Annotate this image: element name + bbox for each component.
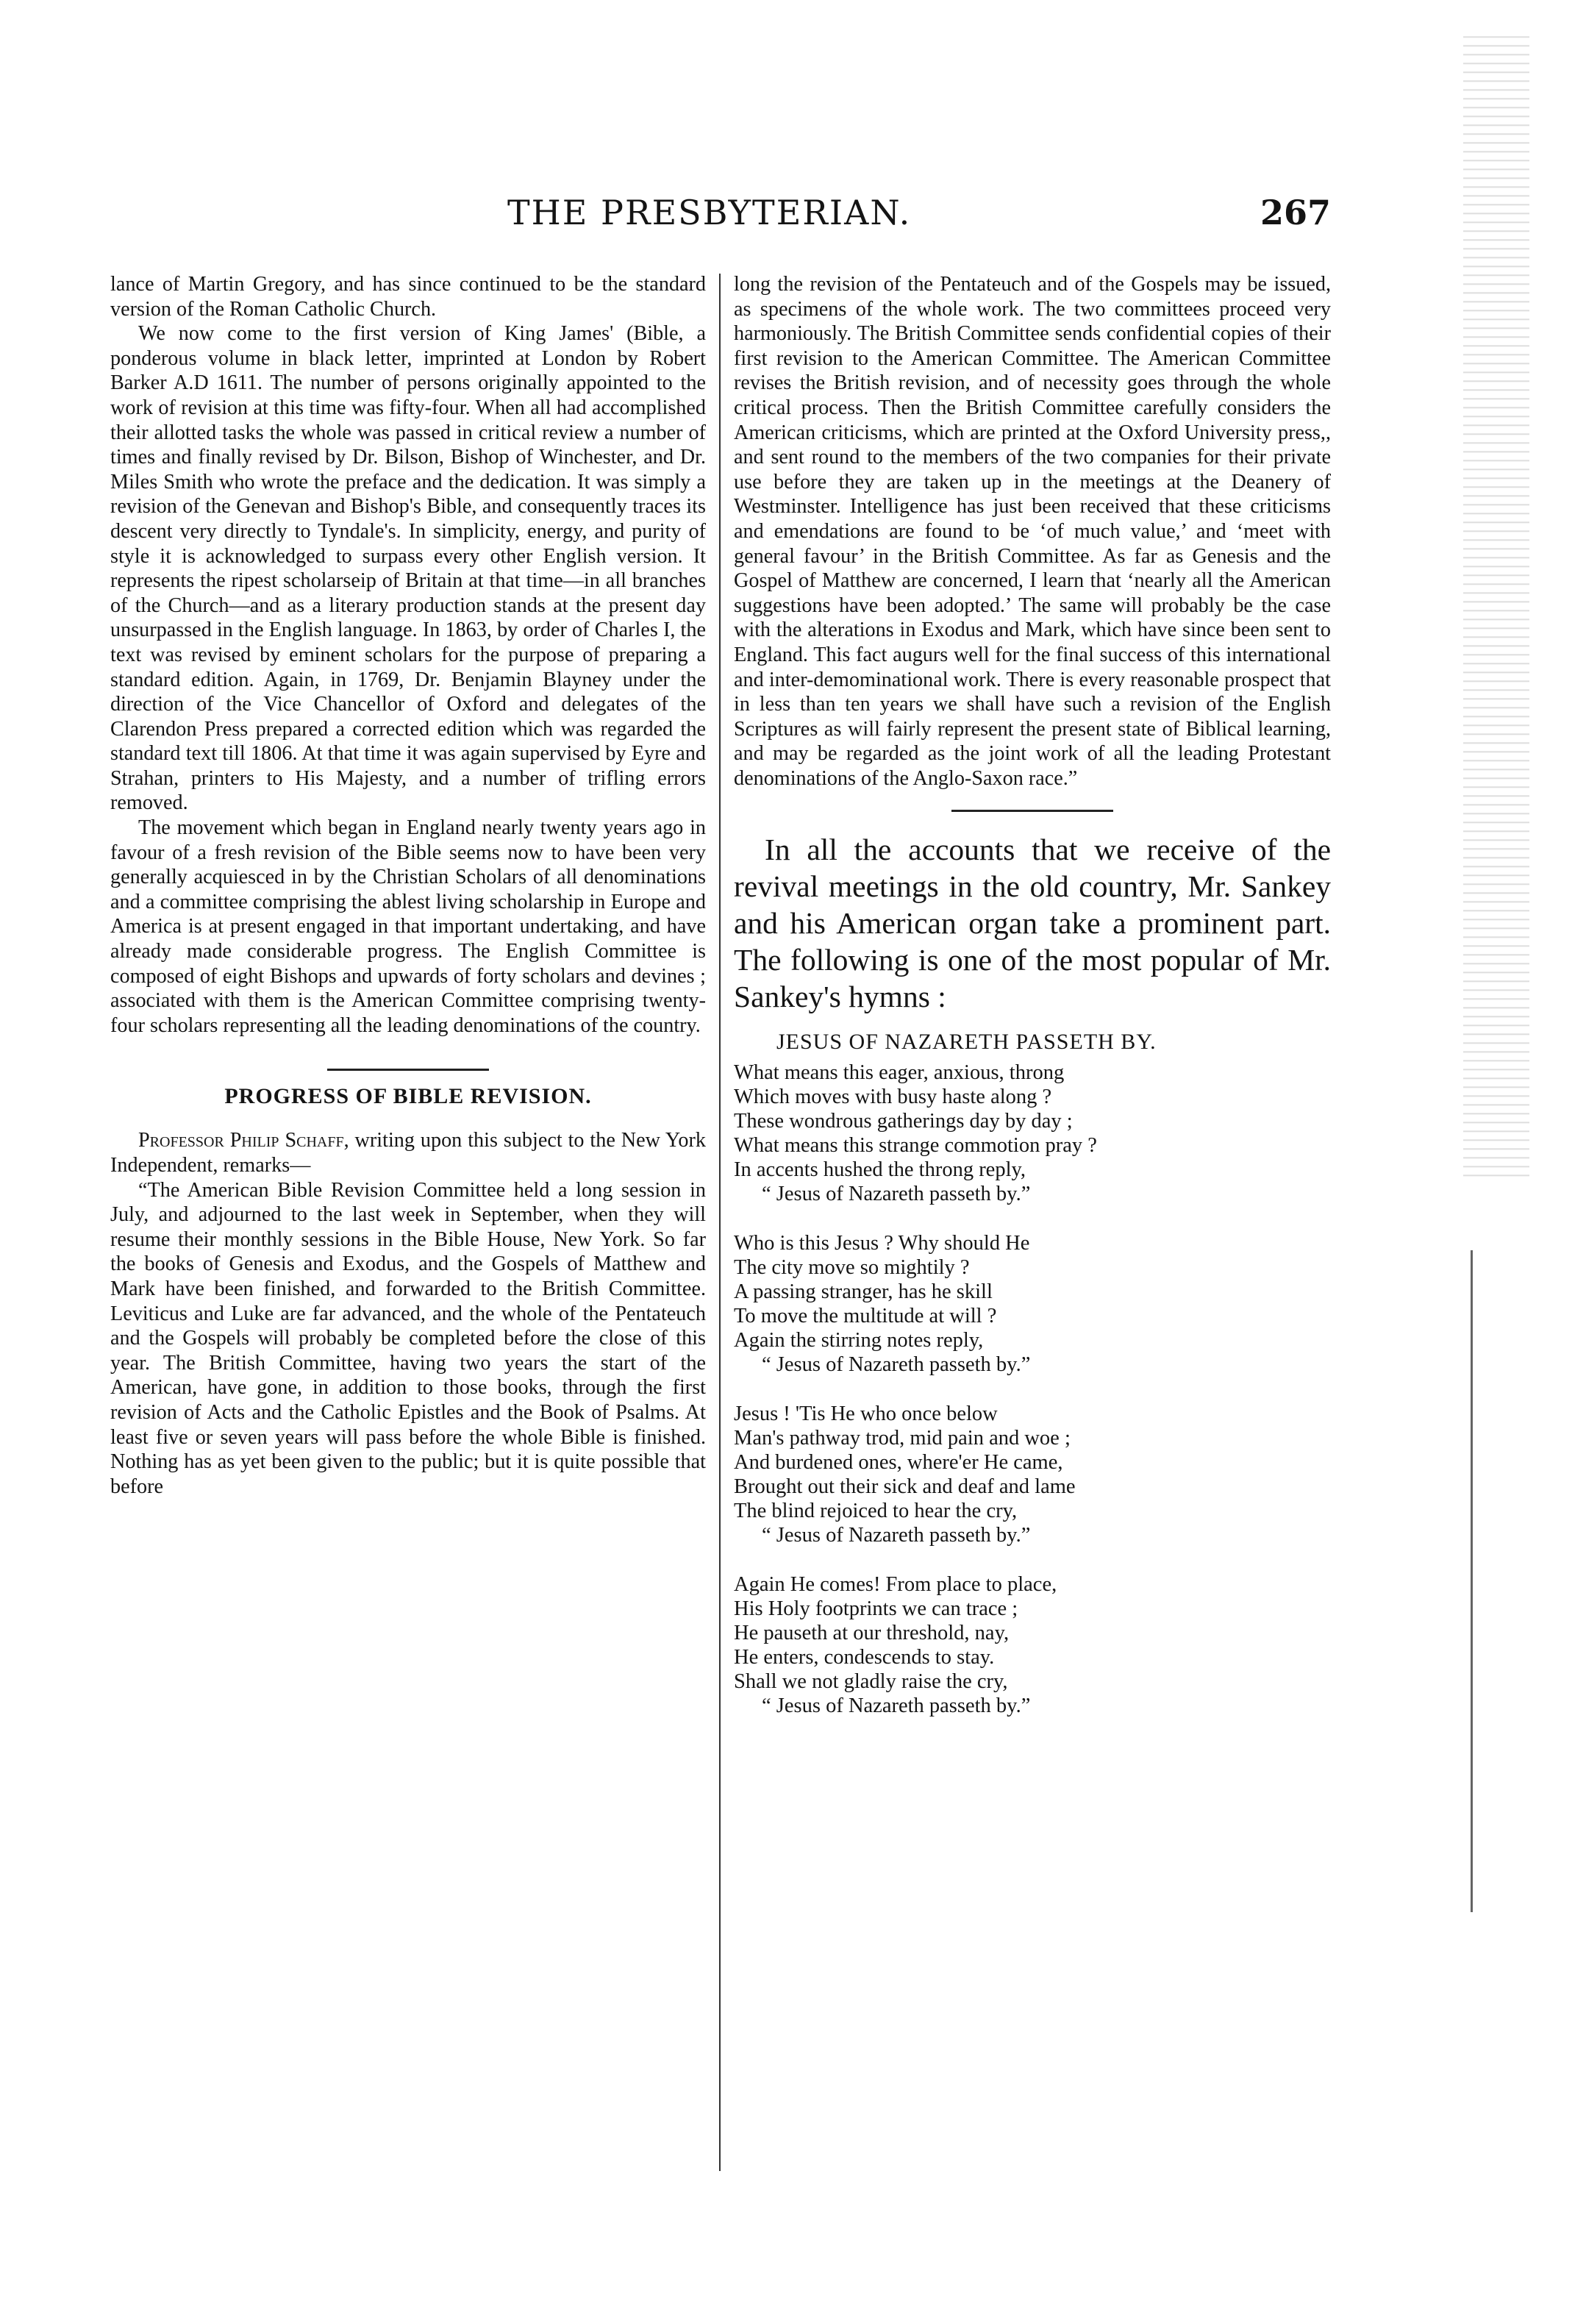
hymn-stanza: [734, 1061, 1331, 1206]
hymn-refrain: “ Jesus of Nazareth passeth by.”: [762, 1694, 1031, 1718]
hymn-line: These wondrous gatherings day by day ;: [734, 1110, 1073, 1133]
section-divider: [327, 1069, 489, 1071]
hymn: [734, 1061, 1331, 1718]
hymn-refrain: “ Jesus of Nazareth passeth by.”: [762, 1353, 1031, 1377]
hymn-title: JESUS OF NAZARETH PASSETH BY.: [776, 1030, 1157, 1055]
hymn-line: His Holy footprints we can trace ;: [734, 1597, 1018, 1621]
hymn-line: Brought out their sick and deaf and lame: [734, 1475, 1076, 1499]
hymn-line: To move the multitude at will ?: [734, 1305, 997, 1328]
hymn-stanza: [734, 1402, 1331, 1547]
paragraph: lance of Martin Gregory, and has since continued to be the standard version of the Roman Catholic Church.: [110, 273, 706, 321]
quoted-paragraph: “The American Bible Revision Committee held a long session in July, and adjourned to the last week in September, when they will resume their monthly sessions in the Bible House, New York. So far the books of Genesis and Exodus, and the Gospels of Matthew and Mark have been finished, and forwarded to the British Committee. Leviticus and Luke are far advanced, and the whole of the Pentateuch and the Gospels will probably be completed before the close of this year. The British Committee, having two years the start of the American, have gone, in addition to those books, through the first revision of Acts and the Catholic Epistles and the Book of Psalms. At least five or seven years will pass before the whole Bible is finished. Nothing has as yet been given to the public; but it is quite possible that before: [110, 1178, 706, 1498]
hymn-line: And burdened ones, where'er He came,: [734, 1451, 1063, 1475]
section-heading: PROGRESS OF BIBLE REVISION.: [224, 1084, 592, 1109]
hymn-line: What means this strange commotion pray ?: [734, 1134, 1097, 1158]
paragraph: [110, 1128, 706, 1177]
paragraph: long the revision of the Pentateuch and of the Gospels may be issued, as specimens of the whole work. The two committees proceed very harmoniously. The British Committee sends confidential copies of their first revision to the American Committee. The American Committee revises the British revision, and of necessity goes through the whole critical process. Then the British Committee carefully considers the American criticisms, which are printed at the Oxford University press,, and sent round to the members of the two companies for their private use before they are taken up in the meetings at the Deanery of Westminster. Intelligence has just been received that these criticisms and emendations are found to be ‘of much value,’ and ‘meet with general favour’ in the British Committee. As far as Genesis and the Gospel of Matthew are concerned, I learn that ‘nearly all the American suggestions have been adopted.’ The same will probably be the case with the alterations in Exodus and Mark, which have since been sent to England. This fact augurs well for the final success of this international and inter-demominational work. There is every reasonable prospect that in less than ten years we shall have such a revision of the English Scriptures as will fairly represent the present state of Biblical learning, and may be regarded as the joint work of all the leading Protestant denominations of the Anglo-Saxon race.”: [734, 273, 1331, 790]
hymn-line: In accents hushed the throng reply,: [734, 1158, 1026, 1182]
page-number: 267: [1260, 193, 1331, 232]
column-divider: [719, 274, 721, 2171]
hymn-stanza: [734, 1572, 1331, 1718]
hymn-line: A passing stranger, has he skill: [734, 1280, 993, 1304]
page-edge-line: [1471, 1250, 1473, 1912]
hymn-line: Which moves with busy haste along ?: [734, 1086, 1052, 1109]
hymn-line: Jesus ! 'Tis He who once below: [734, 1402, 998, 1426]
page-edge-scan-artifact: [1463, 29, 1529, 1177]
hymn-stanza: [734, 1231, 1331, 1377]
hymn-line: The blind rejoiced to hear the cry,: [734, 1500, 1018, 1523]
hymn-line: Man's pathway trod, mid pain and woe ;: [734, 1427, 1071, 1450]
page-header: [110, 193, 1331, 244]
right-column: [734, 272, 1331, 1743]
hymn-line: Again the stirring notes reply,: [734, 1329, 984, 1352]
hymn-line: He enters, condescends to stay.: [734, 1646, 995, 1669]
running-title: THE PRESBYTERIAN.: [507, 193, 912, 232]
lead-paragraph: In all the accounts that we receive of the revival meetings in the old country, Mr. Sankey and his American organ take a prominent part. The following is one of the most popular of Mr. Sankey's hymns :: [734, 833, 1331, 1014]
hymn-refrain: “ Jesus of Nazareth passeth by.”: [762, 1524, 1031, 1547]
paragraph: The movement which began in England nearly twenty years ago in favour of a fresh revision of the Bible seems now to have been very generally acquiesced in by the Christian Scholars of all denominations and a committee comprising the ablest living scholarship in Europe and America is at present engaged in that important undertaking, and have already made considerable progress. The English Committee is composed of eight Bishops and upwards of forty scholars and devines ; associated with them is the American Committee comprising twenty-four scholars representing all the leading denominations of the country.: [110, 816, 706, 1037]
left-column: [110, 272, 706, 1499]
paragraph-text: writing upon this subject to the New York Independent, remarks—: [110, 1129, 706, 1177]
hymn-line: Who is this Jesus ? Why should He: [734, 1232, 1030, 1255]
section-divider: [951, 810, 1113, 812]
hymn-line: What means this eager, anxious, throng: [734, 1061, 1065, 1085]
hymn-line: The city move so mightily ?: [734, 1256, 970, 1280]
hymn-refrain: “ Jesus of Nazareth passeth by.”: [762, 1183, 1031, 1206]
hymn-line: He pauseth at our threshold, nay,: [734, 1622, 1010, 1645]
hymn-line: Again He comes! From place to place,: [734, 1573, 1057, 1597]
paragraph: We now come to the first version of King James' (Bible, a ponderous volume in black letter, imprinted at London by Robert Barker A.D 1611. The number of persons originally appointed to the work of revision at this time was fifty-four. When all had accomplished their allotted tasks the whole was passed in critical review a number of times and finally revised by Dr. Bilson, Bishop of Winchester, and Dr. Miles Smith who wrote the preface and the dedication. It was simply a revision of the Genevan and Bishop's Bible, and consequently traces its descent very directly to Tyndale's. In simplicity, energy, and purity of style it is acknowledged to surpass every other English version. It represents the ripest scholarseip of Britain at that time—in all branches of the Church—and as a literary production stands at the present day unsurpassed in the English language. In 1863, by order of Charles I, the text was revised by eminent scholars for the purpose of preparing a standard edition. Again, in 1769, Dr. Benjamin Blayney under the direction of the Vice Chancellor of Oxford and delegates of the Clarendon Press prepared a corrected edition which was regarded the standard text till 1806. At that time it was again supervised by Eyre and Strahan, printers to His Majesty, and a number of trifling errors removed.: [110, 322, 706, 815]
hymn-line: Shall we not gladly raise the cry,: [734, 1670, 1008, 1694]
author-name: Professor Philip Schaff,: [138, 1129, 349, 1152]
